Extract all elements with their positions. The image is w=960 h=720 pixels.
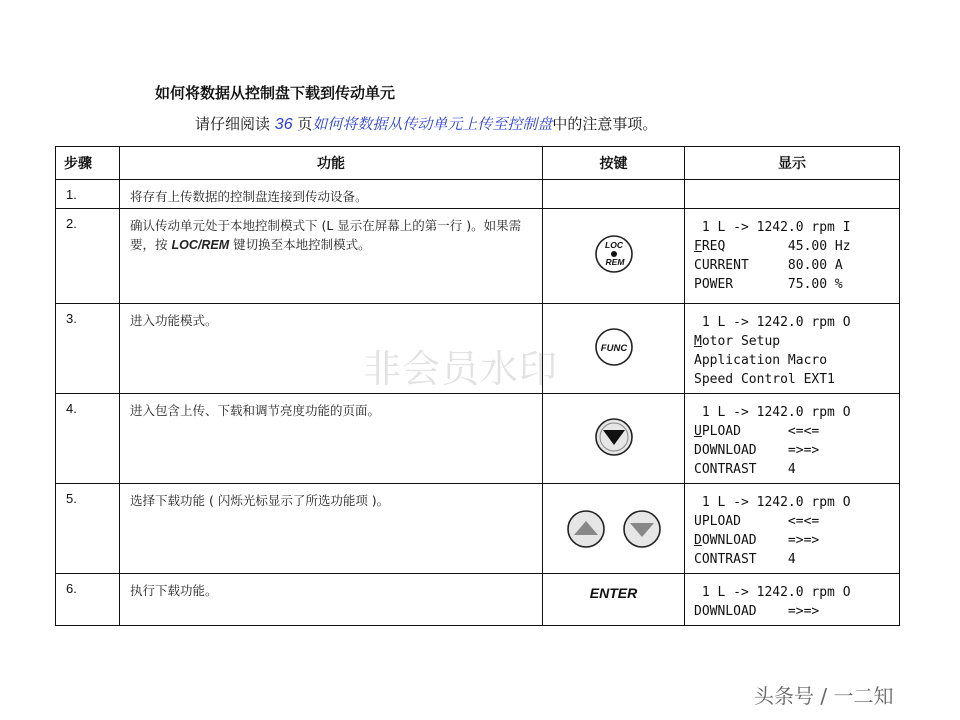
- step-number: 4.: [56, 394, 120, 484]
- lcd-text: otor Setup: [701, 334, 781, 349]
- down-arrow-button-icon[interactable]: [620, 507, 664, 551]
- function-text: 键切换至本地控制模式。: [229, 237, 371, 252]
- lcd-line-cursor: [694, 332, 899, 351]
- cursor-char: F: [694, 239, 702, 254]
- step-display: [685, 484, 900, 574]
- lcd-line: 1 L -> 1242.0 rpm O: [694, 405, 851, 420]
- step-function: 进入包含上传、下载和调节亮度功能的页面。: [120, 394, 543, 484]
- loc-rem-key-name: LOC/REM: [171, 238, 230, 252]
- down-arrow-button-icon[interactable]: [592, 415, 636, 459]
- step-number: 6.: [56, 574, 120, 626]
- step-function: 进入功能模式。: [120, 304, 543, 394]
- function-text: 确认传动单元处于本地控制模式下 (L 显示在屏幕上的第一行 )。如果需要，按: [130, 218, 522, 252]
- source-credit: 头条号 / 一二知: [754, 684, 894, 708]
- lcd-line: 1 L -> 1242.0 rpm I: [694, 220, 851, 235]
- cross-reference-link[interactable]: 如何将数据从传动单元上传至控制盘: [312, 115, 553, 133]
- lcd-line: Speed Control EXT1: [694, 372, 835, 387]
- page-number: 36: [274, 116, 293, 133]
- step-number: 3.: [56, 304, 120, 394]
- step-key: [543, 209, 685, 304]
- lcd-line: CURRENT 80.00 A: [694, 258, 843, 273]
- step-key: [543, 394, 685, 484]
- step-key: [543, 180, 685, 209]
- step-key: [543, 574, 685, 626]
- note-suffix: 中的注意事项。: [552, 115, 658, 133]
- step-number: 2.: [56, 209, 120, 304]
- func-button-icon[interactable]: [592, 325, 636, 369]
- step-display: [685, 574, 900, 626]
- lcd-line: POWER 75.00 %: [694, 277, 843, 292]
- cursor-char: U: [694, 424, 702, 439]
- step-function: 将存有上传数据的控制盘连接到传动设备。: [120, 180, 543, 209]
- lcd-line: 1 L -> 1242.0 rpm O: [694, 315, 851, 330]
- step-display: [685, 209, 900, 304]
- step-display: [685, 180, 900, 209]
- step-number: 5.: [56, 484, 120, 574]
- lcd-line: CONTRAST 4: [694, 552, 796, 567]
- lcd-line-cursor: [694, 531, 899, 550]
- step-display: [685, 394, 900, 484]
- lcd-line-cursor: [694, 422, 899, 441]
- table-row: [56, 394, 900, 484]
- enter-key-label[interactable]: ENTER: [589, 585, 638, 601]
- func-label: FUNC: [600, 342, 627, 354]
- loc-rem-button-icon[interactable]: [592, 232, 636, 276]
- rem-label: REM: [605, 257, 624, 267]
- watermark: 非会员水印: [363, 347, 559, 391]
- lcd-line: CONTRAST 4: [694, 462, 796, 477]
- header-display: 显示: [685, 147, 900, 180]
- reading-note: [195, 113, 657, 134]
- step-display: [685, 304, 900, 394]
- up-arrow-button-icon[interactable]: [564, 507, 608, 551]
- lcd-line: DOWNLOAD =>=>: [694, 604, 820, 619]
- table-row: [56, 484, 900, 574]
- step-key: [543, 304, 685, 394]
- lcd-text: OWNLOAD =>=>: [701, 533, 820, 548]
- step-number: 1.: [56, 180, 120, 209]
- note-page-word: 页: [297, 115, 313, 133]
- lcd-line: Application Macro: [694, 353, 828, 368]
- table-header-row: [56, 147, 900, 180]
- lcd-text: REQ 45.00 Hz: [701, 239, 851, 254]
- loc-label: LOC: [604, 240, 623, 250]
- step-function: 执行下载功能。: [120, 574, 543, 626]
- lcd-line: UPLOAD <=<=: [694, 514, 820, 529]
- step-key: [543, 484, 685, 574]
- cursor-char: D: [694, 533, 702, 548]
- header-step: 步骤: [56, 147, 120, 180]
- note-prefix: 请仔细阅读: [195, 115, 271, 133]
- lcd-line: 1 L -> 1242.0 rpm O: [694, 495, 851, 510]
- header-function: 功能: [120, 147, 543, 180]
- lcd-text: PLOAD <=<=: [701, 424, 820, 439]
- step-function: 选择下载功能 ( 闪烁光标显示了所选功能项 )。: [120, 484, 543, 574]
- step-function: [120, 209, 543, 304]
- table-row: [56, 209, 900, 304]
- page-title: 如何将数据从控制盘下载到传动单元: [155, 84, 396, 102]
- lcd-line-cursor: [694, 237, 899, 256]
- cursor-char: M: [694, 334, 702, 349]
- table-row: [56, 574, 900, 626]
- lcd-line: DOWNLOAD =>=>: [694, 443, 820, 458]
- header-key: 按键: [543, 147, 685, 180]
- lcd-line: 1 L -> 1242.0 rpm O: [694, 585, 851, 600]
- table-row: [56, 180, 900, 209]
